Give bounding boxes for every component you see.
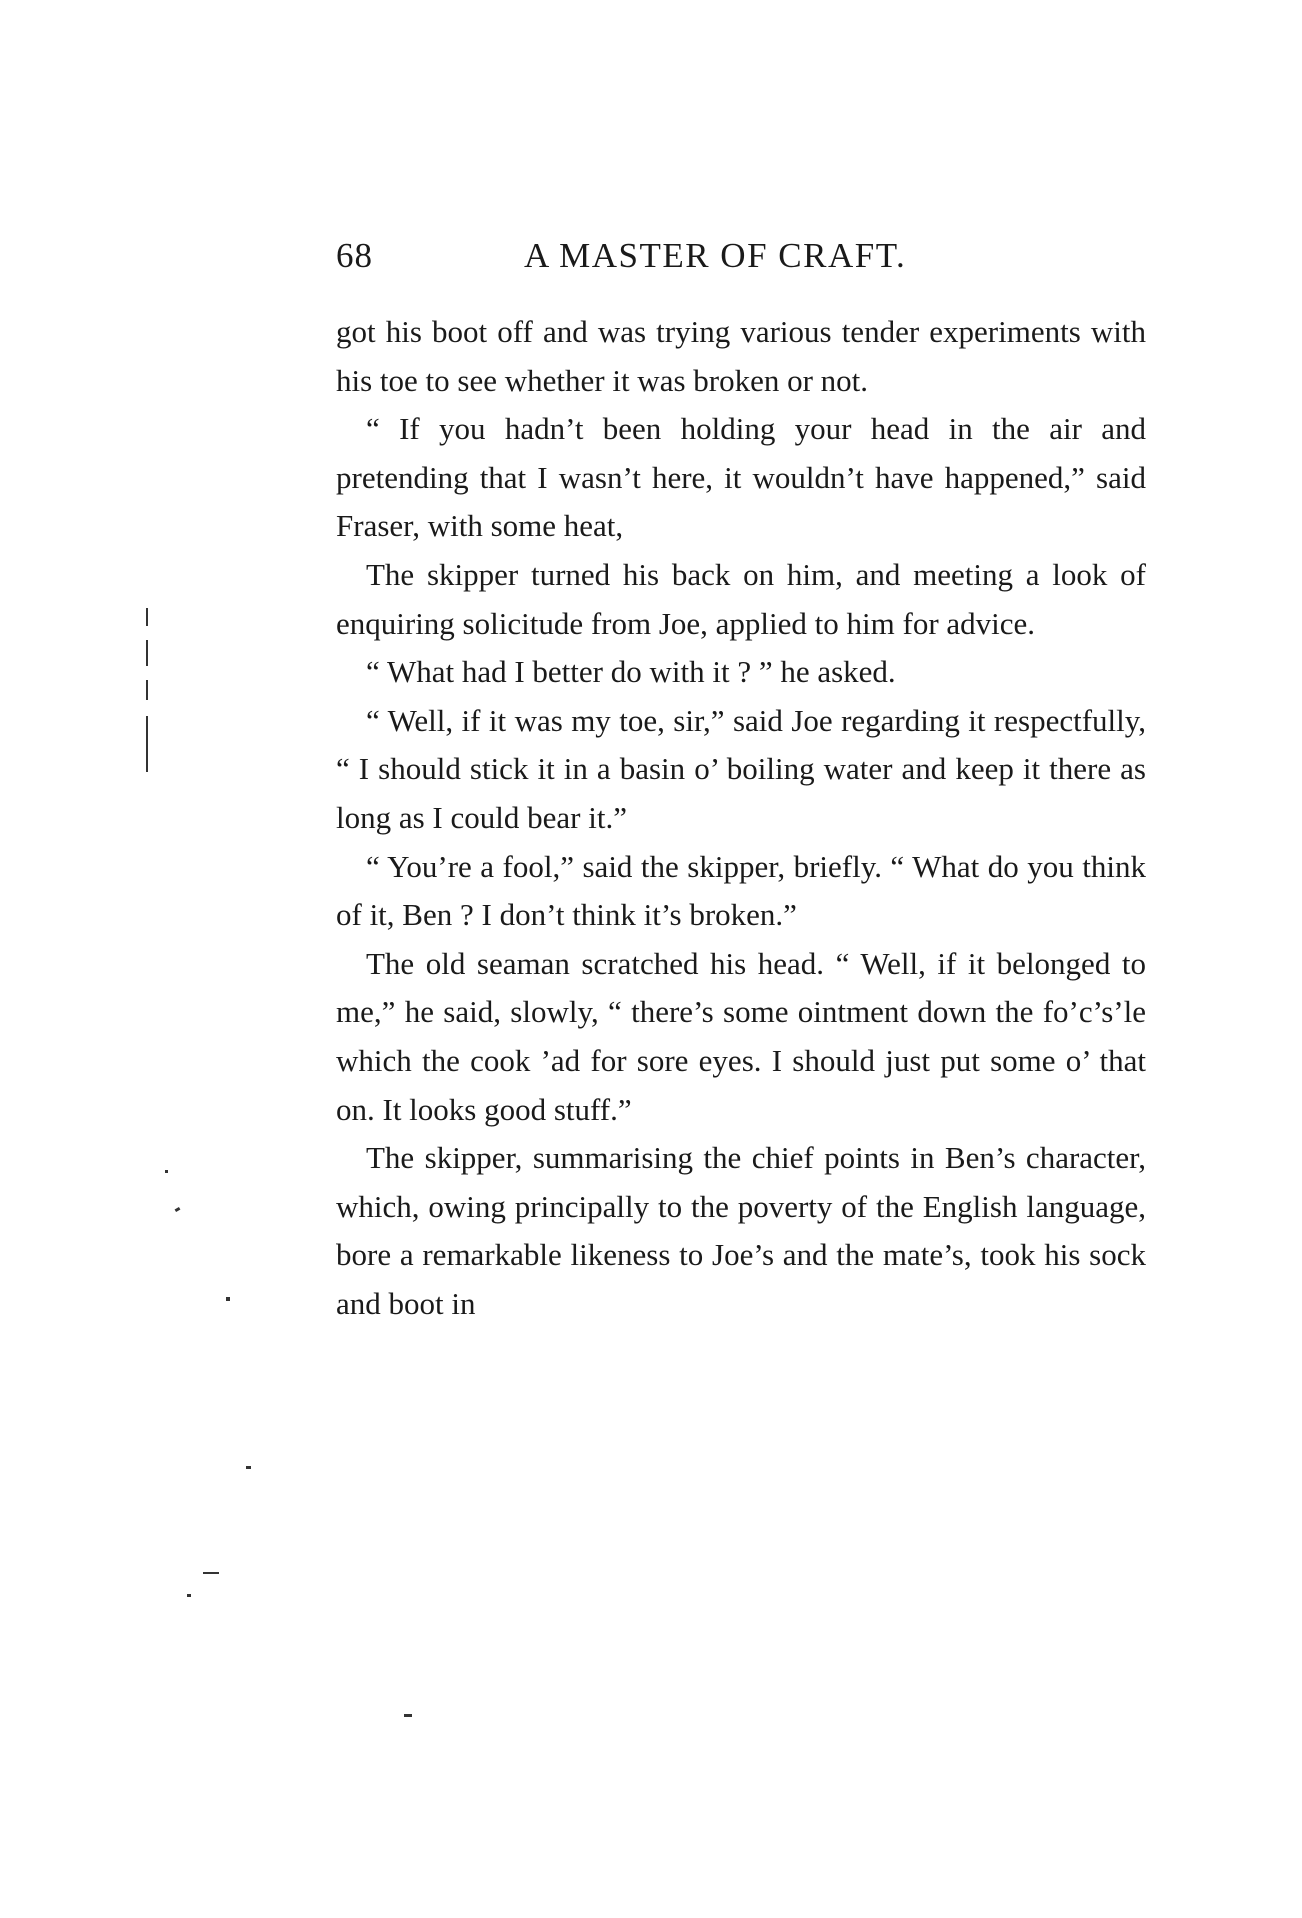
paragraph: “ If you hadn’t been holding your head in the air and pretending that I wasn’t here, it wouldn’t have happened,” said Fraser, with some heat, xyxy=(336,411,1146,544)
scan-artifact xyxy=(226,1297,230,1301)
body-text xyxy=(336,308,1146,1328)
scan-artifact xyxy=(146,640,148,666)
scan-artifact xyxy=(246,1466,251,1469)
scan-artifact xyxy=(175,1207,181,1212)
scan-artifact xyxy=(146,680,148,700)
running-head xyxy=(336,236,1146,286)
scan-artifact xyxy=(404,1714,412,1717)
paragraph: “ Well, if it was my toe, sir,” said Joe regarding it respectfully, “ I should stick it in a basin o’ boiling water and keep it there as long as I could bear it.” xyxy=(336,702,1146,835)
page-number: 68 xyxy=(336,236,373,275)
scan-artifact xyxy=(187,1594,191,1597)
paragraph: The skipper, summarising the chief points in Ben’s character, which, owing principally to the poverty of the English language, bore a remarkable likeness to Joe’s and the mate’s, took his sock and boot in xyxy=(336,1140,1146,1321)
scan-artifact xyxy=(203,1572,219,1574)
paragraph: The old seaman scratched his head. “ Well, if it belonged to me,” he said, slowly, “ there’s some ointment down the fo’c’s’le which the cook ’ad for sore eyes. I should just put some o’ that on. It looks good stuff.” xyxy=(336,945,1146,1127)
scan-artifact xyxy=(146,608,148,626)
book-title: A MASTER OF CRAFT. xyxy=(524,236,907,275)
paragraph: “ You’re a fool,” said the skipper, briefly. “ What do you think of it, Ben ? I don’t think it’s broken.” xyxy=(336,848,1146,933)
scan-artifact xyxy=(146,716,148,772)
scan-artifact xyxy=(165,1170,168,1173)
paragraph: The skipper turned his back on him, and meeting a look of enquiring solicitude from Joe, applied to him for advice. xyxy=(336,556,1146,641)
paragraph: “ What had I better do with it ? ” he asked. xyxy=(366,654,896,690)
paragraph: got his boot off and was trying various tender experiments with his toe to see whether it was broken or not. xyxy=(336,314,1146,398)
